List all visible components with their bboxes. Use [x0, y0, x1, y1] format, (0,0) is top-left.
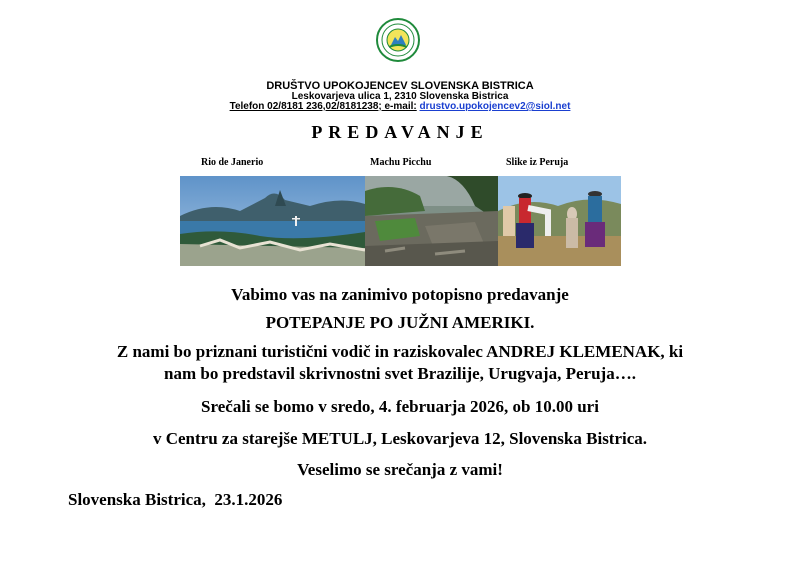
email-link[interactable]: drustvo.upokojencev2@siol.net [419, 101, 571, 112]
photo-caption-machu-picchu: Machu Picchu [370, 157, 432, 168]
speaker-line-2: nam bo predstavil skrivnostni svet Brazilije, Urugvaja, Peruja…. [164, 364, 636, 383]
speaker-line-1: Z nami bo priznani turistični vodič in raziskovalec ANDREJ KLEMENAK, ki [116, 342, 684, 361]
society-emblem-icon [376, 18, 420, 62]
peru-photo [498, 176, 621, 266]
phone-label: Telefon 02/8181 236,02/8181238; e-mail: [229, 101, 417, 112]
organization-address: Leskovarjeva ulica 1, 2310 Slovenska Bistrica [291, 91, 509, 102]
organization-name: DRUŠTVO UPOKOJENCEV SLOVENSKA BISTRICA [266, 80, 534, 92]
rio-photo [180, 176, 365, 266]
date-line: Srečali se bomo v sredo, 4. februarja 2026, ob 10.00 uri [201, 397, 599, 416]
machu-picchu-photo [365, 176, 498, 266]
photo-caption-peru: Slike iz Peruja [506, 157, 569, 168]
lecture-title: POTEPANJE PO JUŽNI AMERIKI. [265, 313, 535, 332]
contact-line [0, 101, 800, 112]
invitation-text: Vabimo vas na zanimivo potopisno predavanje [231, 285, 569, 304]
closing-line: Veselimo se srečanja z vami! [297, 460, 503, 479]
venue-line: v Centru za starejše METULJ, Leskovarjeva 12, Slovenska Bistrica. [152, 429, 648, 448]
photo-caption-rio: Rio de Janerio [201, 157, 264, 168]
page-title: PREDAVANJE [311, 122, 489, 142]
place-and-date: Slovenska Bistrica, 23.1.2026 [68, 490, 283, 509]
